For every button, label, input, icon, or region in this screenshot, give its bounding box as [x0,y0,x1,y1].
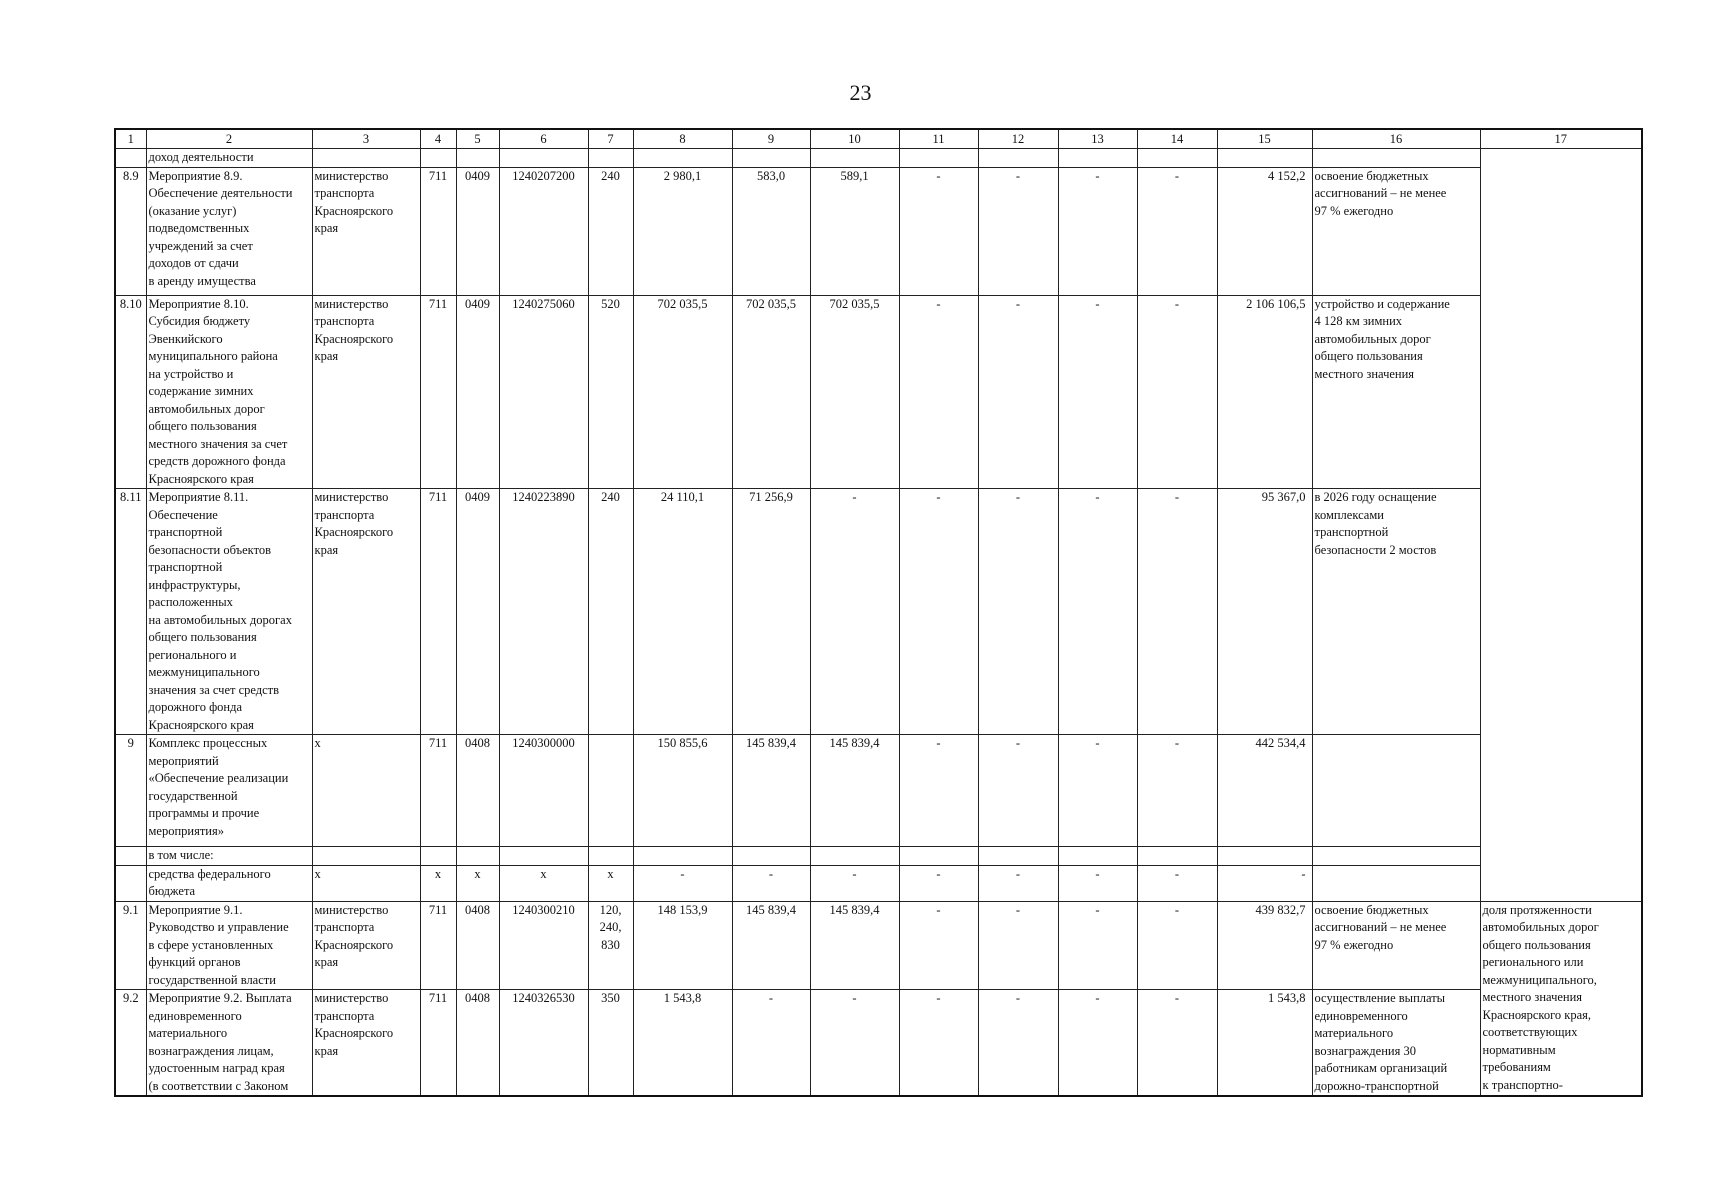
header-cell: 2 [146,129,312,149]
header-cell: 1 [115,129,146,149]
table-row [115,901,1642,990]
table-row [115,489,1642,735]
cell-name: Мероприятие 8.11. Обеспечение транспортной безопасности объектов транспортной инфраструктуры, расположенных на автомобильных дорогах общего пользования регионального и межмуниципального значения за счет средств дорожного фонда Красноярского края [146,489,312,735]
cell-c4: 711 [420,295,456,489]
cell-c5: х [456,865,499,901]
cell-c8: 1 543,8 [633,990,732,1097]
cell-c8: 150 855,6 [633,735,732,847]
header-cell: 13 [1058,129,1137,149]
cell-c7: 240 [588,489,633,735]
page-number: 23 [849,80,872,105]
header-cell: 9 [732,129,810,149]
cell-c14: - [1137,901,1217,990]
cell-name: в том числе: [146,847,312,866]
cell-org: министерство транспорта Красноярского края [312,990,420,1097]
header-cell: 4 [420,129,456,149]
cell-c12 [978,149,1058,168]
cell-c13: - [1058,735,1137,847]
cell-c8 [633,847,732,866]
cell-c4: 711 [420,489,456,735]
cell-c15: - [1217,865,1312,901]
table-row [115,735,1642,847]
cell-c5: 0409 [456,167,499,295]
header-cell: 15 [1217,129,1312,149]
cell-c10 [810,149,899,168]
cell-c16: в 2026 году оснащение комплексами транспортной безопасности 2 мостов [1312,489,1480,735]
header-cell: 12 [978,129,1058,149]
cell-c7: х [588,865,633,901]
header-cell: 6 [499,129,588,149]
cell-c10 [810,847,899,866]
cell-c10: 145 839,4 [810,735,899,847]
cell-c16: освоение бюджетных ассигнований – не менее 97 % ежегодно [1312,167,1480,295]
cell-c13: - [1058,865,1137,901]
cell-c11 [899,149,978,168]
cell-c8: - [633,865,732,901]
cell-c15: 4 152,2 [1217,167,1312,295]
cell-c11: - [899,901,978,990]
cell-c14: - [1137,990,1217,1097]
cell-c8: 148 153,9 [633,901,732,990]
cell-c6: 1240207200 [499,167,588,295]
header-cell: 8 [633,129,732,149]
cell-c12 [978,847,1058,866]
cell-c16 [1312,149,1480,168]
cell-c14: - [1137,489,1217,735]
cell-c5: 0408 [456,990,499,1097]
cell-c7: 120, 240, 830 [588,901,633,990]
cell-c14: - [1137,865,1217,901]
header-cell: 17 [1480,129,1642,149]
cell-c10: - [810,489,899,735]
cell-org [312,847,420,866]
cell-c6 [499,847,588,866]
table-row [115,167,1642,295]
cell-c9: 145 839,4 [732,735,810,847]
cell-c9: 702 035,5 [732,295,810,489]
budget-table [114,128,1643,1097]
cell-c15: 2 106 106,5 [1217,295,1312,489]
cell-name: Мероприятие 8.10. Субсидия бюджету Эвенкийского муниципального района на устройство и содержание зимних автомобильных дорог общего пользования местного значения за счет средств дорожного фонда Красноярского края [146,295,312,489]
cell-c9 [732,149,810,168]
cell-c4: х [420,865,456,901]
cell-c4: 711 [420,735,456,847]
header-cell: 16 [1312,129,1480,149]
cell-c15 [1217,149,1312,168]
cell-c7: 350 [588,990,633,1097]
cell-c8 [633,149,732,168]
cell-c6: 1240223890 [499,489,588,735]
cell-org: министерство транспорта Красноярского края [312,167,420,295]
cell-n: 9 [115,735,146,847]
cell-c12: - [978,990,1058,1097]
cell-n: 9.2 [115,990,146,1097]
cell-n: 8.11 [115,489,146,735]
cell-c15: 1 543,8 [1217,990,1312,1097]
cell-c13: - [1058,167,1137,295]
header-row [115,129,1642,149]
cell-c12: - [978,865,1058,901]
header-cell: 5 [456,129,499,149]
cell-c16 [1312,847,1480,866]
cell-c4: 711 [420,901,456,990]
cell-c12: - [978,167,1058,295]
cell-c11: - [899,295,978,489]
cell-c6: х [499,865,588,901]
cell-c13: - [1058,901,1137,990]
cell-name: Мероприятие 8.9. Обеспечение деятельности (оказание услуг) подведомственных учреждений за счет доходов от сдачи в аренду имущества [146,167,312,295]
cell-c9: 583,0 [732,167,810,295]
cell-c10: - [810,990,899,1097]
cell-c11: - [899,489,978,735]
cell-c4: 711 [420,990,456,1097]
cell-c9: - [732,990,810,1097]
cell-c16 [1312,735,1480,847]
cell-c13 [1058,149,1137,168]
cell-c9: - [732,865,810,901]
cell-c16: устройство и содержание 4 128 км зимних автомобильных дорог общего пользования местного значения [1312,295,1480,489]
cell-c7 [588,847,633,866]
cell-c15: 442 534,4 [1217,735,1312,847]
cell-c6 [499,149,588,168]
header-cell: 7 [588,129,633,149]
cell-org: х [312,865,420,901]
cell-c13 [1058,847,1137,866]
cell-c5: 0409 [456,489,499,735]
table-row [115,865,1642,901]
cell-c13: - [1058,990,1137,1097]
cell-c7 [588,149,633,168]
cell-n [115,865,146,901]
cell-c9: 71 256,9 [732,489,810,735]
cell-c9 [732,847,810,866]
cell-c15: 439 832,7 [1217,901,1312,990]
cell-org: министерство транспорта Красноярского края [312,295,420,489]
cell-c5: 0408 [456,901,499,990]
cell-c12: - [978,901,1058,990]
cell-c7: 520 [588,295,633,489]
cell-c8: 2 980,1 [633,167,732,295]
cell-c11: - [899,735,978,847]
cell-c14 [1137,149,1217,168]
cell-n: 9.1 [115,901,146,990]
cell-c14: - [1137,167,1217,295]
header-cell: 3 [312,129,420,149]
cell-org [312,149,420,168]
cell-c14: - [1137,735,1217,847]
cell-c10: - [810,865,899,901]
cell-c6: 1240326530 [499,990,588,1097]
header-cell: 10 [810,129,899,149]
cell-c5: 0409 [456,295,499,489]
cell-c6: 1240300000 [499,735,588,847]
header-cell: 11 [899,129,978,149]
cell-c15: 95 367,0 [1217,489,1312,735]
cell-c16 [1312,865,1480,901]
cell-c10: 589,1 [810,167,899,295]
cell-name: Комплекс процессных мероприятий «Обеспечение реализации государственной программы и прочие мероприятия» [146,735,312,847]
table-row [115,295,1642,489]
cell-org: министерство транспорта Красноярского края [312,901,420,990]
cell-name: Мероприятие 9.2. Выплата единовременного материального вознаграждения лицам, удостоенным наград края (в соответствии с Законом [146,990,312,1097]
cell-c4 [420,847,456,866]
cell-name: средства федерального бюджета [146,865,312,901]
cell-c6: 1240275060 [499,295,588,489]
table-row [115,990,1642,1097]
cell-n: 8.9 [115,167,146,295]
cell-c13: - [1058,295,1137,489]
cell-c7 [588,735,633,847]
cell-c12: - [978,735,1058,847]
cell-name: доход деятельности [146,149,312,168]
cell-c16: осуществление выплаты единовременного материального вознаграждения 30 работникам организаций дорожно-транспортной [1312,990,1480,1097]
cell-n: 8.10 [115,295,146,489]
cell-c5 [456,847,499,866]
cell-name: Мероприятие 9.1. Руководство и управление в сфере установленных функций органов государственной власти [146,901,312,990]
cell-c14: - [1137,295,1217,489]
cell-c8: 24 110,1 [633,489,732,735]
table-row [115,149,1642,168]
cell-n [115,847,146,866]
cell-c16: освоение бюджетных ассигнований – не менее 97 % ежегодно [1312,901,1480,990]
cell-org: х [312,735,420,847]
cell-c9: 145 839,4 [732,901,810,990]
cell-c8: 702 035,5 [633,295,732,489]
cell-org: министерство транспорта Красноярского края [312,489,420,735]
cell-c11: - [899,167,978,295]
cell-c4: 711 [420,167,456,295]
cell-c5 [456,149,499,168]
cell-n [115,149,146,168]
cell-c6: 1240300210 [499,901,588,990]
cell-c7: 240 [588,167,633,295]
cell-col17-empty [1480,149,1642,902]
cell-c12: - [978,295,1058,489]
cell-c11 [899,847,978,866]
cell-c10: 702 035,5 [810,295,899,489]
cell-c13: - [1058,489,1137,735]
cell-c14 [1137,847,1217,866]
cell-c11: - [899,865,978,901]
cell-c5: 0408 [456,735,499,847]
cell-c12: - [978,489,1058,735]
cell-c11: - [899,990,978,1097]
cell-c15 [1217,847,1312,866]
cell-col17-indicator: доля протяженности автомобильных дорог общего пользования регионального или межмуниципального, местного значения Красноярского края, соответствующих нормативным требованиям к транспортно- [1480,901,1642,1096]
header-cell: 14 [1137,129,1217,149]
table-row [115,847,1642,866]
cell-c10: 145 839,4 [810,901,899,990]
cell-c4 [420,149,456,168]
